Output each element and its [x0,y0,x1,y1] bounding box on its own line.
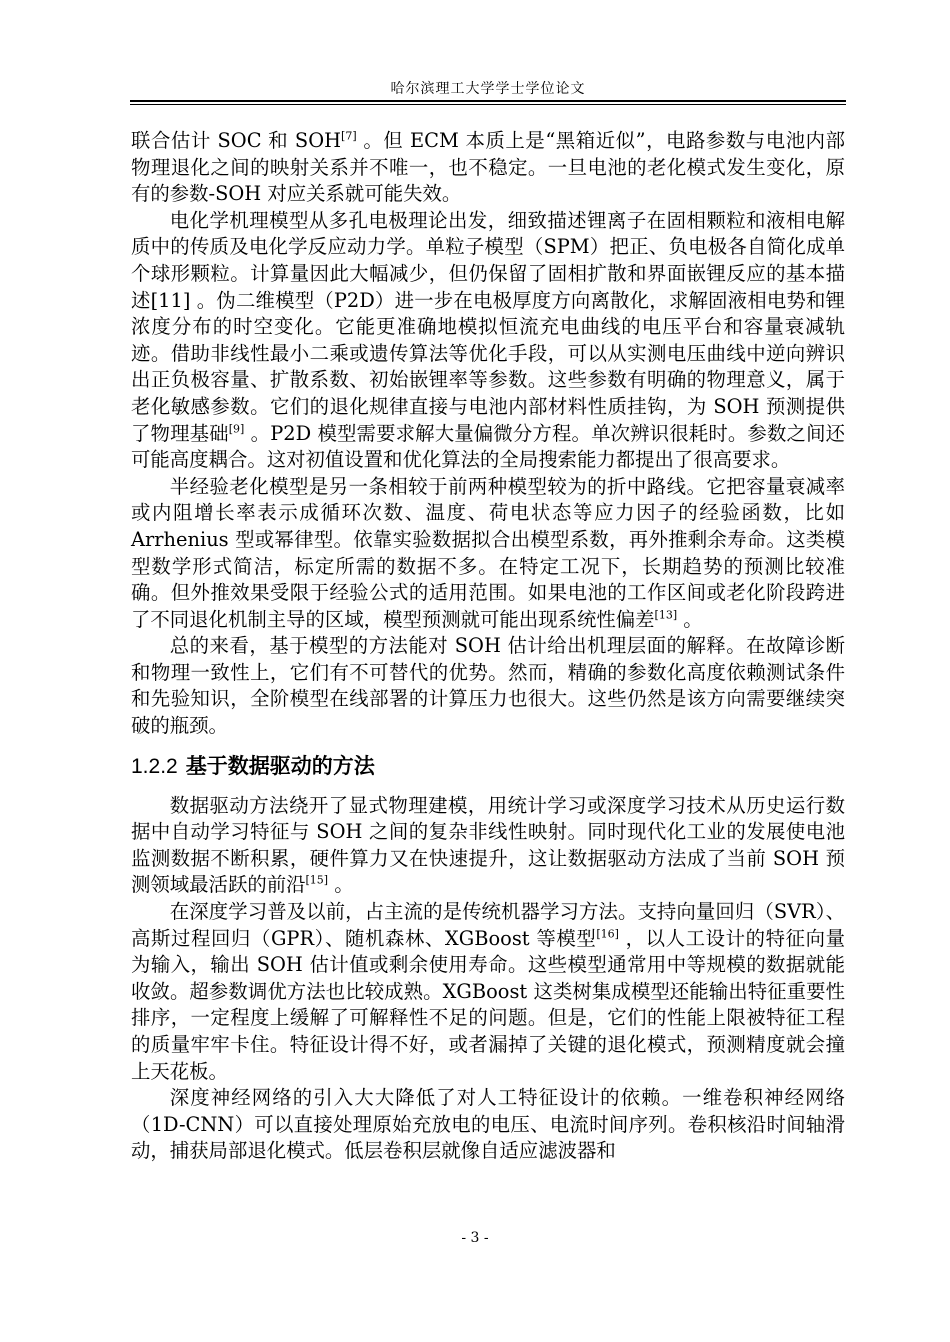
paragraph-text: 数据驱动方法绕开了显式物理建模，用统计学习或深度学习技术从历史运行数据中自动学习特征与 SOH 之间的复杂非线性映射。同时现代化工业的发展使电池监测数据不断积累，硬件算力又在快速提升，这让数据驱动方法成了当前 SOH 预测领域最活跃的前沿 [131,793,845,897]
paragraph-5 [131,793,845,899]
paragraph-text: 联合估计 SOC 和 SOH [131,129,342,152]
paragraph-4 [131,633,845,739]
section-number: 1.2.2 [131,754,178,778]
paragraph-text: 深度神经网络的引入大大降低了对人工特征设计的依赖。一维卷积神经网络（1D-CNN）可以直接处理原始充放电的电压、电流时间序列。卷积核沿时间轴滑动，捕获局部退化模式。低层卷积层就像自适应滤波器和 [131,1086,845,1163]
paragraph-6 [131,899,845,1085]
paragraph-text: 总的来看，基于模型的方法能对 SOH 估计给出机理层面的解释。在故障诊断和物理一致性上，它们有不可替代的优势。然而，精确的参数化高度依赖测试条件和先验知识，全阶模型在线部署的计算压力也很大。这些仍然是该方向需要继续突破的瓶颈。 [131,634,845,738]
header-rule-thick [130,100,846,102]
paragraph-3 [131,474,845,634]
section-heading [131,752,845,781]
citation: [16] [596,927,619,941]
page-body [131,128,845,1165]
paragraph-text: 。 [677,607,703,631]
header-rule-thin [130,104,846,105]
citation: [9] [228,422,245,436]
running-header: 哈尔滨理工大学学士学位论文 [390,81,586,97]
citation: [7] [341,129,357,143]
citation: [13] [654,608,678,622]
citation: [15] [305,873,329,887]
paragraph-7 [131,1085,845,1165]
paragraph-text: ，以人工设计的特征向量为输入，输出 SOH 估计值或剩余使用寿命。这些模型通常用中等规模的数据就能收敛。超参数调优方法也比较成熟。XGBoost 这类树集成模型还能输出特征重要性排序，一定程度上缓解了可解释性不足的问题。但是，它们的性能上限被特征工程的质量牢牢卡住。特征设计得不好，或者漏掉了关键的退化模式，预测精度就会撞上天花板。 [131,926,845,1083]
page-number: - 3 - [461,1230,489,1246]
paragraph-text: 。 [328,873,354,897]
paragraph-text: 在深度学习普及以前，占主流的是传统机器学习方法。支持向量回归（SVR）、高斯过程回归（GPR）、随机森林、XGBoost 等模型 [131,900,845,950]
paragraph-text: 。P2D 模型需要求解大量偏微分方程。单次辨识很耗时。参数之间还可能高度耦合。这对初值设置和优化算法的全局搜索能力都提出了很高要求。 [131,421,846,472]
paragraph-text: 电化学机理模型从多孔电极理论出发，细致描述锂离子在固相颗粒和液相电解质中的传质及电化学反应动力学。单粒子模型（SPM）把正、负电极各自简化成单个球形颗粒。计算量因此大幅减少，但仍保留了固相扩散和界面嵌锂反应的基本描述[11] 。伪二维模型（P2D）进一步在电极厚度方向离散化，求解固液相电势和锂浓度分布的时空变化。它能更准确地模拟恒流充电曲线的电压平台和容量衰减轨迹。借助非线性最小二乘或遗传算法等优化手段，可以从实测电压曲线中逆向辨识出正负极容量、扩散系数、初始嵌锂率等参数。这些参数有明确的物理意义，属于老化敏感参数。它们的退化规律直接与电池内部材料性质挂钩，为 SOH 预测提供了物理基础 [131,208,845,445]
paragraph-2 [131,208,845,474]
paragraph-1 [131,128,845,208]
paragraph-text: 半经验老化模型是另一条相较于前两种模型较为的折中路线。它把容量衰减率或内阻增长率表示成循环次数、温度、荷电状态等应力因子的经验函数，比如 Arrhenius 型或幂律型。依靠实验数据拟合出模型系数，再外推剩余寿命。这类模型数学形式简洁，标定所需的数据不多。在特定工况下，长期趋势的预测比较准确。但外推效果受限于经验公式的适用范围。如果电池的工作区间或老化阶段跨进了不同退化机制主导的区域，模型预测就可能出现系统性偏差 [131,474,845,631]
paragraph-text: 。但 ECM 本质上是“黑箱近似”，电路参数与电池内部物理退化之间的映射关系并不唯一，也不稳定。一旦电池的老化模式发生变化，原有的参数-SOH 对应关系就可能失效。 [131,129,845,206]
section-title: 基于数据驱动的方法 [185,753,375,778]
